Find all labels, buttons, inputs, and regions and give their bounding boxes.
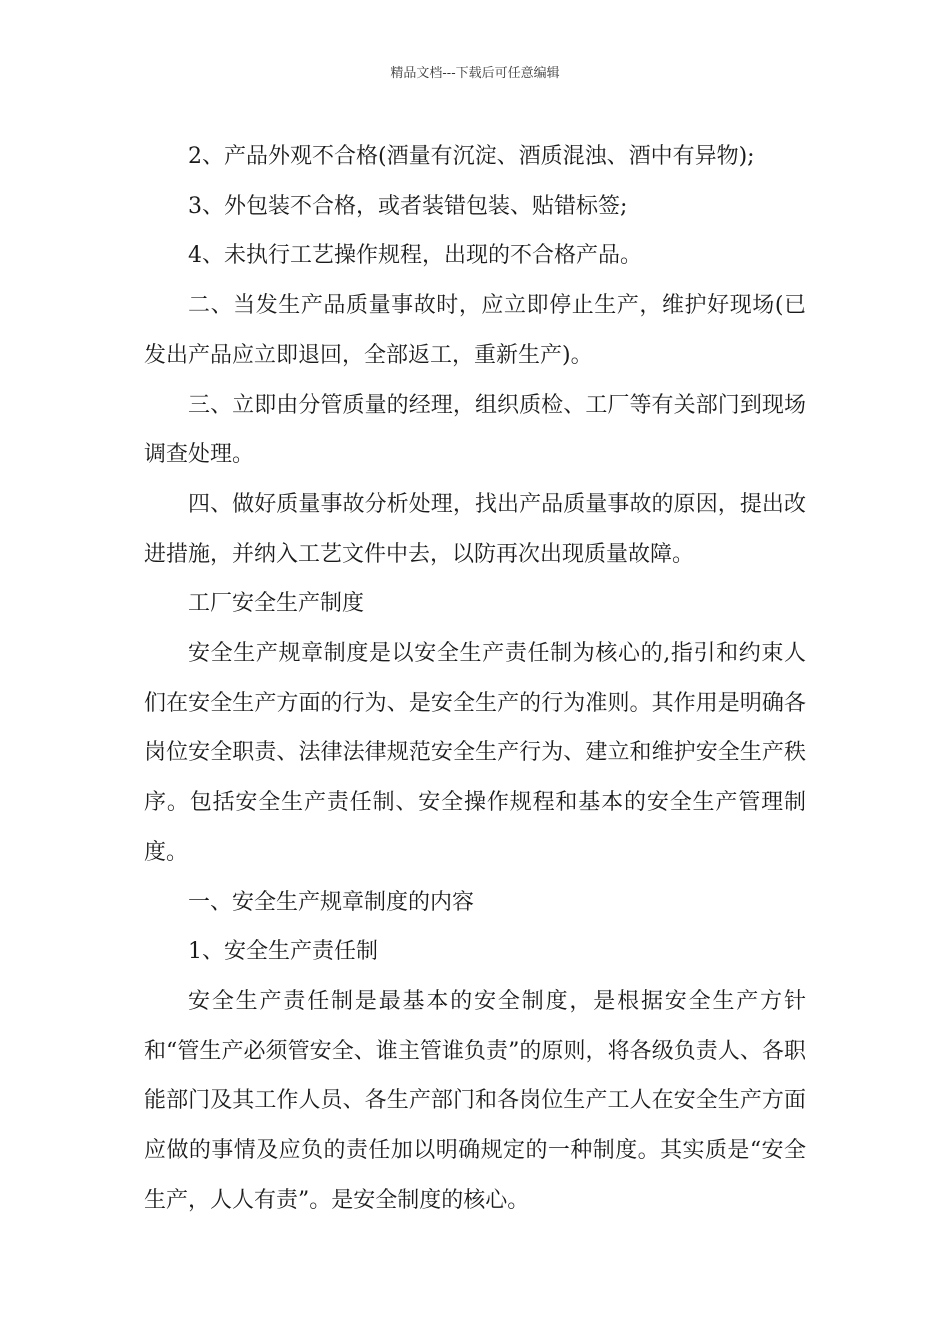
section-title: 工厂安全生产制度 [188, 591, 365, 617]
paragraph-item-4: 4、未执行工艺操作规程，出现的不合格产品。 [188, 243, 642, 269]
page-header: 精品文档---下载后可任意编辑 [390, 66, 560, 81]
subsection-item-title: 1、安全生产责任制 [188, 939, 378, 965]
subsection-title: 一、安全生产规章制度的内容 [188, 889, 475, 915]
paragraph-intro: 安全生产规章制度是以安全生产责任制为核心的,指引和约束人们在安全生产方面的行为、是安全生产的行为准则。其作用是明确各岗位安全职责、法律法律规范安全生产行为、建立和维护安全生产秩序。包括安全生产责任制、安全操作规程和基本的安全生产管理制度。 [144, 641, 806, 865]
paragraph-section-4: 四、做好质量事故分析处理，找出产品质量事故的原因，提出改进措施，并纳入工艺文件中去，以防再次出现质量故障。 [144, 491, 806, 567]
paragraph-item-2: 2、产品外观不合格(酒量有沉淀、酒质混浊、酒中有异物); [188, 144, 755, 169]
paragraph-section-2: 二、当发生产品质量事故时，应立即停止生产，维护好现场(已发出产品应立即退回，全部返工，重新生产)。 [144, 293, 806, 368]
paragraph-responsibility: 安全生产责任制是最基本的安全制度，是根据安全生产方针和“管生产必须管安全、谁主管谁负责”的原则，将各级负责人、各职能部门及其工作人员、各生产部门和各岗位生产工人在安全生产方面应做的事情及应负的责任加以明确规定的一种制度。其实质是“安全生产，人人有责”。是安全制度的核心。 [144, 988, 806, 1213]
document-body [144, 132, 806, 1225]
paragraph-item-3: 3、外包装不合格，或者装错包装、贴错标签; [188, 193, 628, 219]
paragraph-section-3: 三、立即由分管质量的经理，组织质检、工厂等有关部门到现场调查处理。 [144, 392, 806, 468]
